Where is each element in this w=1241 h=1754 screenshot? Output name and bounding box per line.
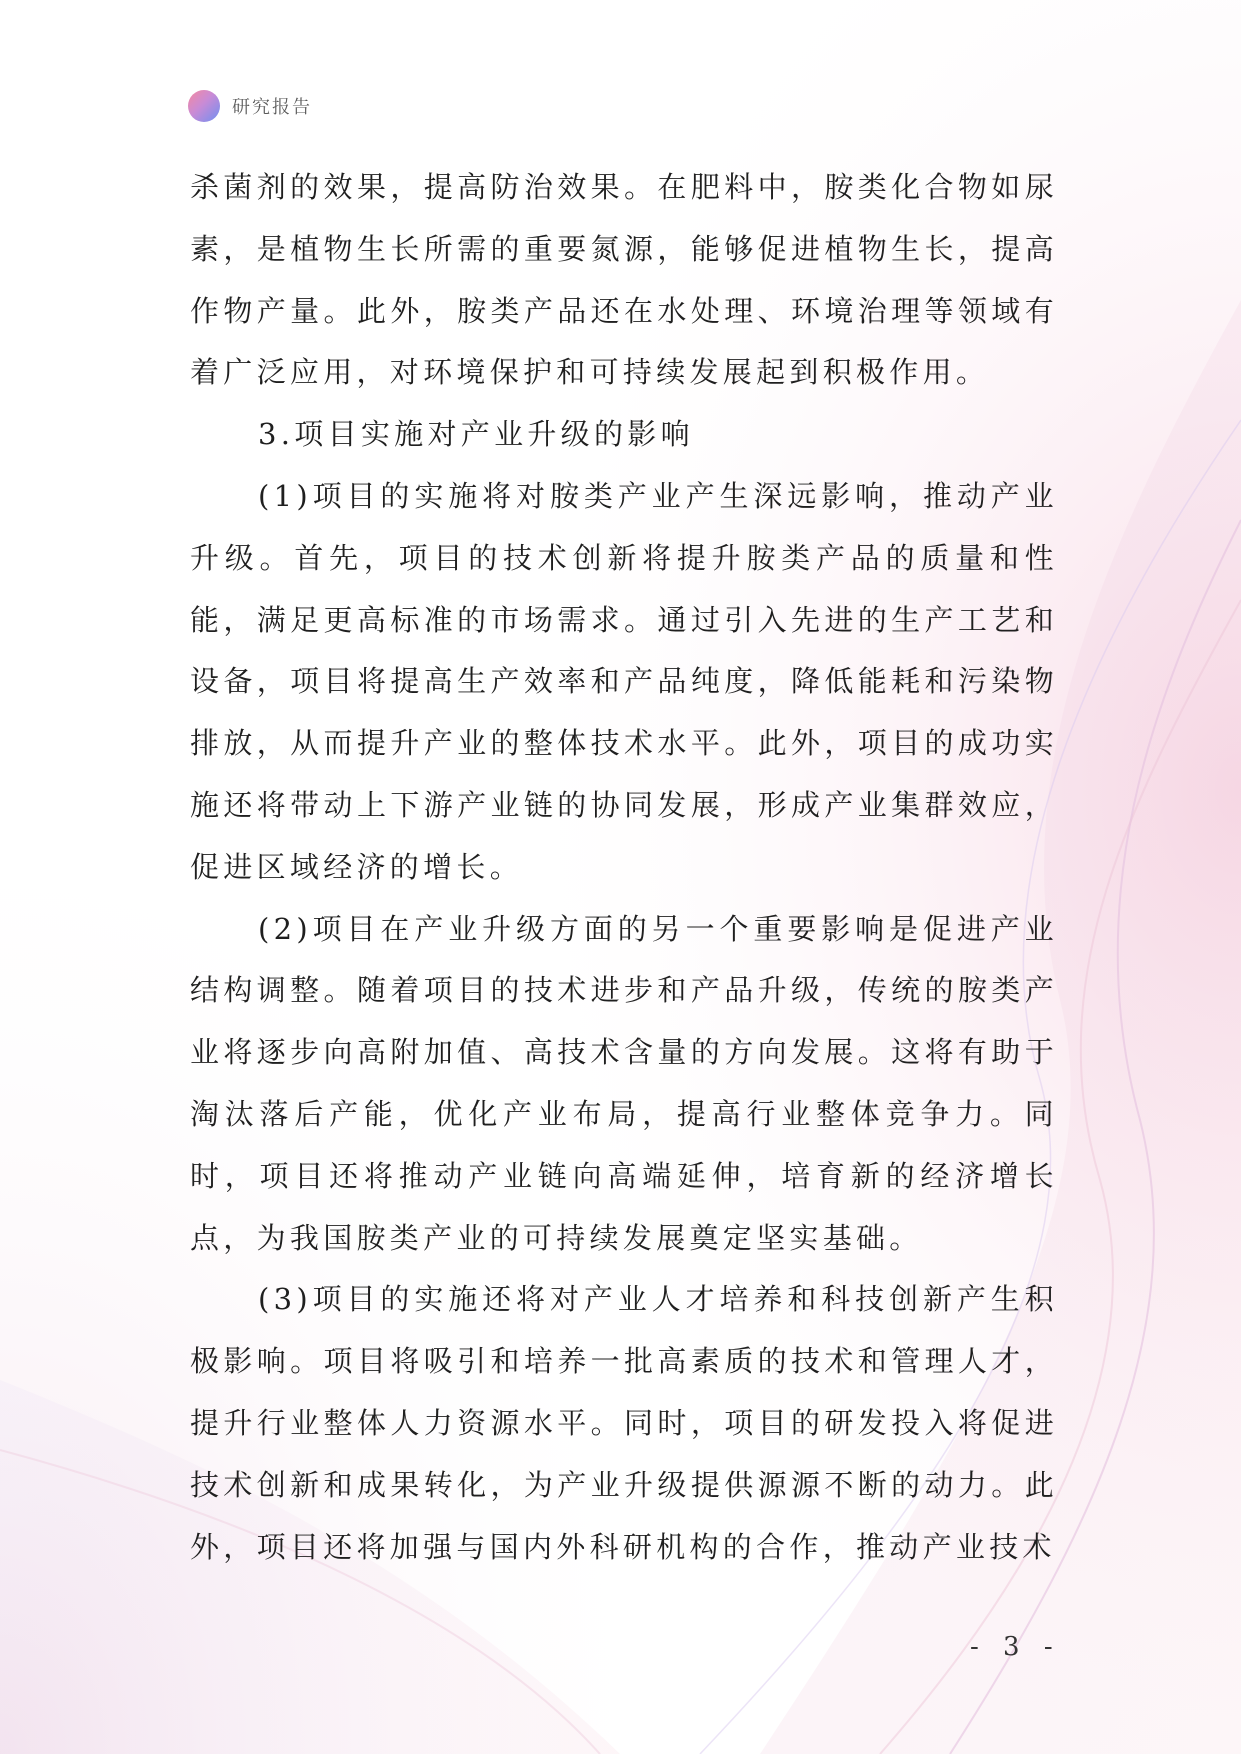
report-header — [188, 88, 312, 124]
header-title: 研究报告 — [232, 97, 312, 118]
paragraph-2: (2)项目在产业升级方面的另一个重要影响是促进产业结构调整。随着项目的技术进步和产品升级，传统的胺类产业将逐步向高附加值、高技术含量的方向发展。这将有助于淘汰落后产能，优化产业布局，提高行业整体竞争力。同时，项目还将推动产业链向高端延伸，培育新的经济增长点，为我国胺类产业的可持续发展奠定坚实基础。 — [190, 911, 1058, 1255]
page-number: - 3 - — [970, 1632, 1061, 1662]
logo-circle-icon — [188, 90, 220, 122]
section-heading: 3.项目实施对产业升级的影响 — [258, 417, 694, 452]
paragraph-1: (1)项目的实施将对胺类产业产生深远影响，推动产业升级。首先，项目的技术创新将提升胺类产品的质量和性能，满足更高标准的市场需求。通过引入先进的生产工艺和设备，项目将提高生产效率和产品纯度，降低能耗和污染物排放，从而提升产业的整体技术水平。此外，项目的成功实施还将带动上下游产业链的协同发展，形成产业集群效应，促进区域经济的增长。 — [190, 478, 1058, 884]
paragraph-continued: 杀菌剂的效果，提高防治效果。在肥料中，胺类化合物如尿素，是植物生长所需的重要氮源，能够促进植物生长，提高作物产量。此外，胺类产品还在水处理、环境治理等领域有着广泛应用，对环境保护和可持续发展起到积极作用。 — [190, 170, 1058, 390]
paragraph-3: (3)项目的实施还将对产业人才培养和科技创新产生积极影响。项目将吸引和培养一批高素质的技术和管理人才，提升行业整体人力资源水平。同时，项目的研发投入将促进技术创新和成果转化，为产业升级提供源源不断的动力。此外，项目还将加强与国内外科研机构的合作，推动产业技术 — [190, 1282, 1058, 1564]
document-body — [190, 157, 1058, 1578]
